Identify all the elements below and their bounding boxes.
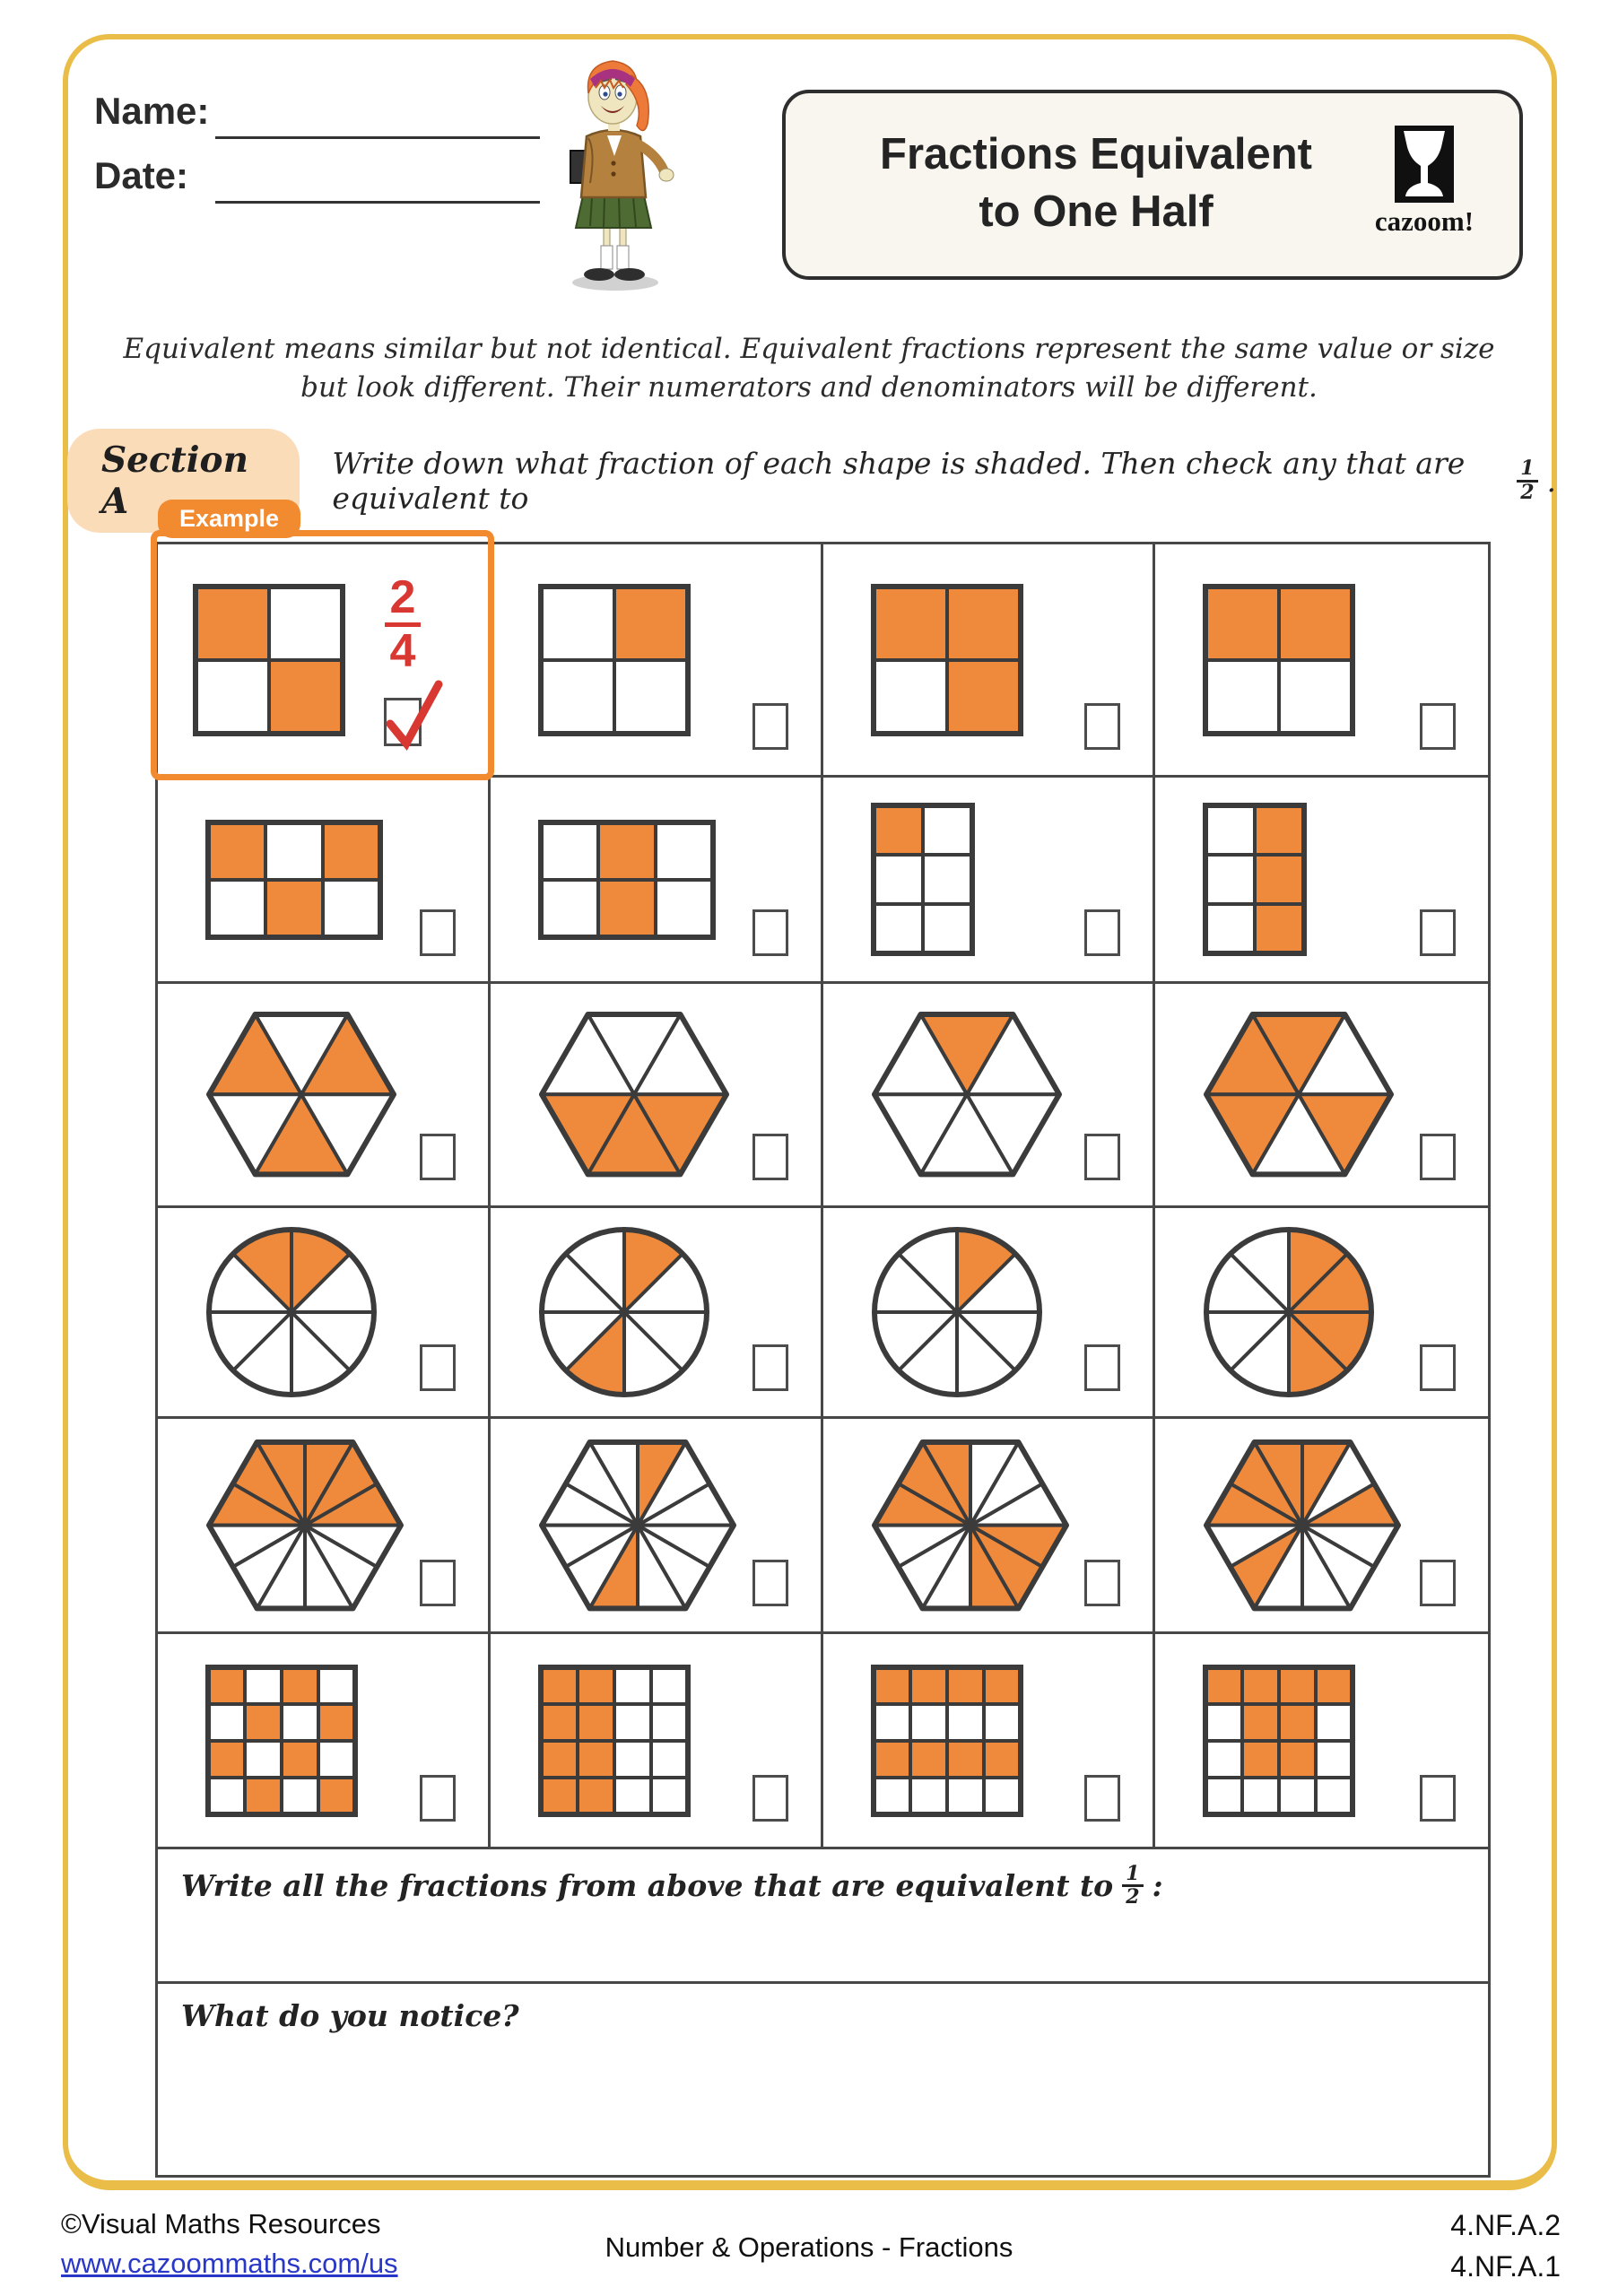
mascot-girl-illustration <box>536 50 689 299</box>
shape-circle-8 <box>870 1225 1044 1399</box>
shape-row <box>158 1208 1488 1419</box>
page-title: Fractions Equivalent to One Half <box>880 130 1312 236</box>
fraction-shape-cell <box>491 1634 823 1847</box>
answer-checkbox[interactable] <box>420 1344 456 1391</box>
answer-checkbox[interactable] <box>752 1775 788 1822</box>
name-label: Name: <box>94 90 210 132</box>
fraction-shape-cell <box>158 1634 491 1847</box>
shape-row <box>158 1419 1488 1634</box>
answer-checkbox[interactable] <box>1084 1560 1120 1606</box>
date-input-line[interactable] <box>215 201 540 204</box>
fraction-shape-cell <box>158 505 491 775</box>
shape-row <box>158 984 1488 1208</box>
fraction-shape-cell <box>491 984 823 1205</box>
notice-answer-area[interactable] <box>181 2033 1465 2131</box>
cazoom-goblet-icon <box>1395 126 1454 203</box>
shape-grid-2x3 <box>870 802 976 957</box>
write-equivalent-prompt: Write all the fractions from above that are equivalent to <box>181 1868 1114 1904</box>
shape-grid-2x3 <box>1202 802 1308 957</box>
fraction-shape-cell <box>1155 778 1488 981</box>
answer-checkbox[interactable] <box>420 909 456 956</box>
cazoom-logo <box>1353 126 1496 238</box>
answer-checkbox[interactable] <box>1084 1344 1120 1391</box>
shape-grid-3x2 <box>537 819 717 941</box>
answer-checkbox[interactable] <box>1420 1134 1456 1180</box>
title-box <box>782 90 1523 280</box>
shape-hexagon-12 <box>870 1438 1071 1613</box>
fraction-shape-cell <box>823 778 1156 981</box>
shape-grid-4x4 <box>204 1664 359 1818</box>
shape-hexagon-6 <box>1202 1010 1396 1178</box>
fraction-shape-cell <box>823 544 1156 775</box>
fraction-shape-cell <box>1155 1419 1488 1631</box>
answer-checkbox[interactable] <box>752 1134 788 1180</box>
fraction-shape-cell <box>158 984 491 1205</box>
answer-checkbox[interactable] <box>384 698 422 746</box>
shape-rows <box>158 505 1488 1849</box>
standard-2: 4.NF.A.1 <box>1450 2250 1561 2283</box>
example-fraction: $\frac{2}{4}$ <box>385 573 422 675</box>
shape-grid-2x2 <box>537 583 692 737</box>
name-input-line[interactable] <box>215 136 540 139</box>
cazoom-logo-text: cazoom! <box>1374 205 1474 237</box>
shape-hexagon-6 <box>537 1010 731 1178</box>
answer-checkbox[interactable] <box>1084 909 1120 956</box>
shape-hexagon-12 <box>204 1438 405 1613</box>
shape-grid-4x4 <box>870 1664 1024 1818</box>
answer-checkbox[interactable] <box>1420 1775 1456 1822</box>
answer-checkbox[interactable] <box>752 1344 788 1391</box>
answer-checkbox[interactable] <box>1420 1560 1456 1606</box>
shape-hexagon-6 <box>870 1010 1064 1178</box>
answer-checkbox[interactable] <box>1420 909 1456 956</box>
fraction-shape-cell <box>823 1634 1156 1847</box>
fraction-shape-cell <box>158 1419 491 1631</box>
fraction-shape-cell <box>1155 1634 1488 1847</box>
fraction-shape-cell <box>491 544 823 775</box>
answer-checkbox[interactable] <box>420 1134 456 1180</box>
intro-text: Equivalent means similar but not identical. Equivalent fractions represent the same value or size but look different. Their numerators and denominators will be different. <box>123 333 1495 404</box>
fraction-shape-cell <box>491 1419 823 1631</box>
answer-checkbox[interactable] <box>420 1775 456 1822</box>
check-icon <box>381 674 448 754</box>
shape-row <box>158 1634 1488 1849</box>
standard-1: 4.NF.A.2 <box>1450 2209 1561 2241</box>
answer-checkbox[interactable] <box>1084 703 1120 750</box>
one-half-fraction: $\frac{1}{2}$ <box>1122 1864 1143 1908</box>
copyright-text: ©Visual Maths Resources <box>61 2208 381 2239</box>
shape-circle-8 <box>537 1225 711 1399</box>
worksheet-grid <box>155 505 1491 2178</box>
section-a-instruction: Write down what fraction of each shape is shaded. Then check any that are equivalent to $\frac{1}{2}$ . <box>332 446 1556 516</box>
fraction-shape-cell <box>823 1419 1156 1631</box>
answer-checkbox[interactable] <box>752 909 788 956</box>
shape-grid-2x2 <box>192 583 346 737</box>
fraction-shape-cell <box>158 1208 491 1416</box>
fraction-shape-cell <box>823 1208 1156 1416</box>
fraction-shape-cell <box>158 778 491 981</box>
shape-grid-4x4 <box>537 1664 692 1818</box>
answer-checkbox[interactable] <box>1420 1344 1456 1391</box>
shape-grid-2x2 <box>870 583 1024 737</box>
shape-hexagon-12 <box>1202 1438 1403 1613</box>
shape-row <box>158 505 1488 778</box>
shape-hexagon-6 <box>204 1010 398 1178</box>
shape-circle-8 <box>204 1225 378 1399</box>
shape-grid-3x2 <box>204 819 384 941</box>
fraction-shape-cell <box>1155 544 1488 775</box>
shape-circle-8 <box>1202 1225 1376 1399</box>
write-equivalent-row: Write all the fractions from above that are equivalent to $\frac{1}{2}$ : <box>158 1849 1488 1984</box>
shape-grid-4x4 <box>1202 1664 1356 1818</box>
answer-checkbox[interactable] <box>752 703 788 750</box>
footer-topic: Number & Operations - Fractions <box>605 2231 1013 2263</box>
fraction-shape-cell <box>491 778 823 981</box>
write-fractions-answer-area[interactable] <box>181 1908 1465 1970</box>
answer-checkbox[interactable] <box>1084 1134 1120 1180</box>
notice-row <box>158 1984 1488 2175</box>
fraction-shape-cell <box>823 984 1156 1205</box>
answer-checkbox[interactable] <box>1084 1775 1120 1822</box>
answer-checkbox[interactable] <box>752 1560 788 1606</box>
shape-row <box>158 778 1488 984</box>
one-half-fraction: $\frac{1}{2}$ <box>1517 458 1537 502</box>
cazoom-link[interactable]: www.cazoommaths.com/us <box>61 2248 398 2279</box>
shape-grid-2x2 <box>1202 583 1356 737</box>
example-label: Example <box>158 500 300 538</box>
notice-prompt: What do you notice? <box>181 1998 519 2033</box>
fraction-shape-cell <box>1155 984 1488 1205</box>
fraction-shape-cell <box>491 1208 823 1416</box>
shape-hexagon-12 <box>537 1438 738 1613</box>
answer-checkbox[interactable] <box>420 1560 456 1606</box>
date-label: Date: <box>94 154 189 196</box>
section-a-badge: Section A <box>67 429 300 533</box>
answer-checkbox[interactable] <box>1420 703 1456 750</box>
fraction-shape-cell <box>1155 1208 1488 1416</box>
footer-standards <box>1450 2205 1561 2287</box>
